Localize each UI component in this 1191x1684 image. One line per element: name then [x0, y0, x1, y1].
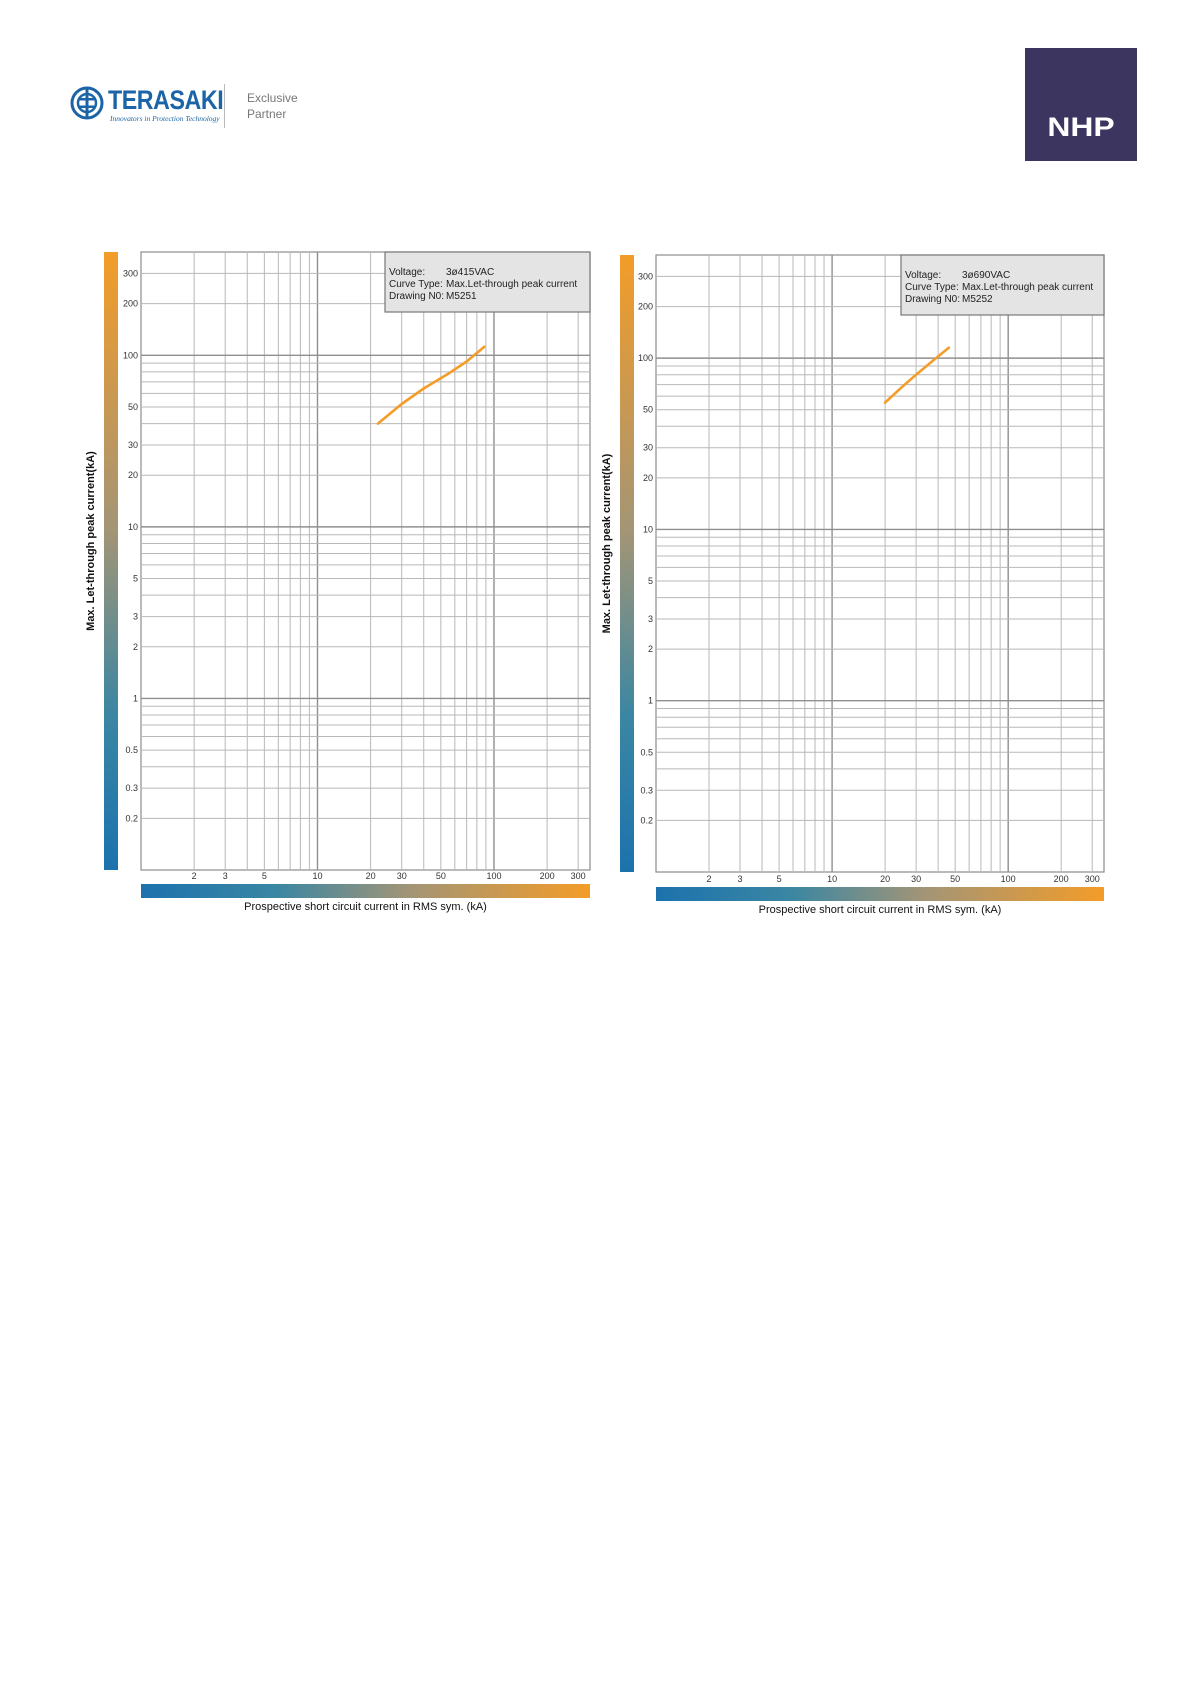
- y-axis-title: Max. Let-through peak current(kA): [85, 451, 97, 631]
- y-tick-label: 0.5: [640, 747, 653, 758]
- y-axis-title: Max. Let-through peak current(kA): [601, 453, 613, 634]
- y-tick-label: 100: [122, 350, 138, 361]
- x-tick-label: 2: [706, 874, 712, 884]
- y-tick-label: 50: [127, 401, 138, 412]
- y-tick-label: 50: [642, 404, 653, 415]
- legend-row-value: 3ø415VAC: [446, 267, 495, 278]
- legend-row-label: Drawing N0:: [905, 294, 961, 305]
- y-tick-label: 30: [642, 442, 653, 453]
- x-tick-label: 300: [1084, 874, 1100, 884]
- brand-name: TERASAKI: [108, 85, 224, 115]
- y-tick-label: 0.2: [640, 815, 653, 826]
- y-tick-label: 30: [127, 440, 138, 451]
- y-tick-label: 300: [637, 271, 653, 282]
- x-tick-label: 300: [570, 871, 586, 881]
- legend-row-value: 3ø690VAC: [962, 270, 1011, 281]
- x-tick-label: 100: [1000, 874, 1016, 884]
- y-tick-label: 300: [122, 268, 138, 279]
- y-tick-label: 0.5: [125, 745, 138, 756]
- legend-row-value: M5252: [962, 294, 993, 305]
- legend-row-label: Voltage:: [905, 270, 942, 281]
- legend-row-label: Curve Type:: [905, 282, 959, 293]
- nhp-logo: NHP: [1047, 112, 1115, 142]
- legend-row-value: Max.Let-through peak current: [446, 279, 578, 290]
- partner-line-2: Partner: [247, 107, 287, 121]
- y-tick-label: 0.3: [640, 785, 653, 796]
- x-tick-label: 100: [486, 871, 502, 881]
- x-tick-label: 10: [827, 874, 838, 884]
- partner-line-1: Exclusive: [247, 91, 298, 105]
- y-tick-label: 20: [127, 470, 138, 481]
- y-tick-label: 10: [127, 521, 138, 532]
- y-axis-gradient-bar: [620, 255, 634, 872]
- x-tick-label: 20: [365, 871, 376, 881]
- x-axis-gradient-bar: [656, 887, 1104, 901]
- x-tick-label: 5: [776, 874, 782, 884]
- brand-tagline: Innovators in Protection Technology: [110, 114, 220, 123]
- x-tick-label: 20: [880, 874, 891, 884]
- y-tick-label: 0.3: [125, 783, 138, 794]
- y-tick-label: 5: [132, 573, 138, 584]
- y-tick-label: 0.2: [125, 813, 138, 824]
- x-axis-title: Prospective short circuit current in RMS sym. (kA): [244, 901, 487, 913]
- y-tick-label: 3: [132, 611, 138, 622]
- x-tick-label: 3: [737, 874, 743, 884]
- y-tick-label: 1: [647, 695, 653, 706]
- y-tick-label: 100: [637, 353, 653, 364]
- legend-row-value: Max.Let-through peak current: [962, 282, 1094, 293]
- y-tick-label: 3: [647, 613, 653, 624]
- x-tick-label: 2: [191, 871, 197, 881]
- y-tick-label: 2: [132, 641, 138, 652]
- plot-area: [656, 255, 1104, 872]
- legend-row-value: M5251: [446, 291, 477, 302]
- y-tick-label: 2: [647, 644, 653, 655]
- x-tick-label: 200: [539, 871, 555, 881]
- x-axis-title: Prospective short circuit current in RMS sym. (kA): [758, 904, 1002, 916]
- legend-row-label: Curve Type:: [389, 279, 443, 290]
- legend-row-label: Drawing N0:: [389, 291, 445, 302]
- x-tick-label: 5: [261, 871, 267, 881]
- legend-row-label: Voltage:: [389, 267, 426, 278]
- y-tick-label: 200: [122, 298, 138, 309]
- x-tick-label: 200: [1053, 874, 1069, 884]
- y-tick-label: 1: [132, 693, 138, 704]
- y-tick-label: 200: [637, 301, 653, 312]
- x-tick-label: 3: [222, 871, 228, 881]
- x-tick-label: 50: [950, 874, 961, 884]
- x-tick-label: 50: [435, 871, 446, 881]
- y-tick-label: 20: [642, 472, 653, 483]
- x-tick-label: 10: [312, 871, 323, 881]
- y-tick-label: 10: [642, 524, 653, 535]
- x-tick-label: 30: [396, 871, 407, 881]
- x-tick-label: 30: [911, 874, 922, 884]
- y-tick-label: 5: [647, 575, 653, 586]
